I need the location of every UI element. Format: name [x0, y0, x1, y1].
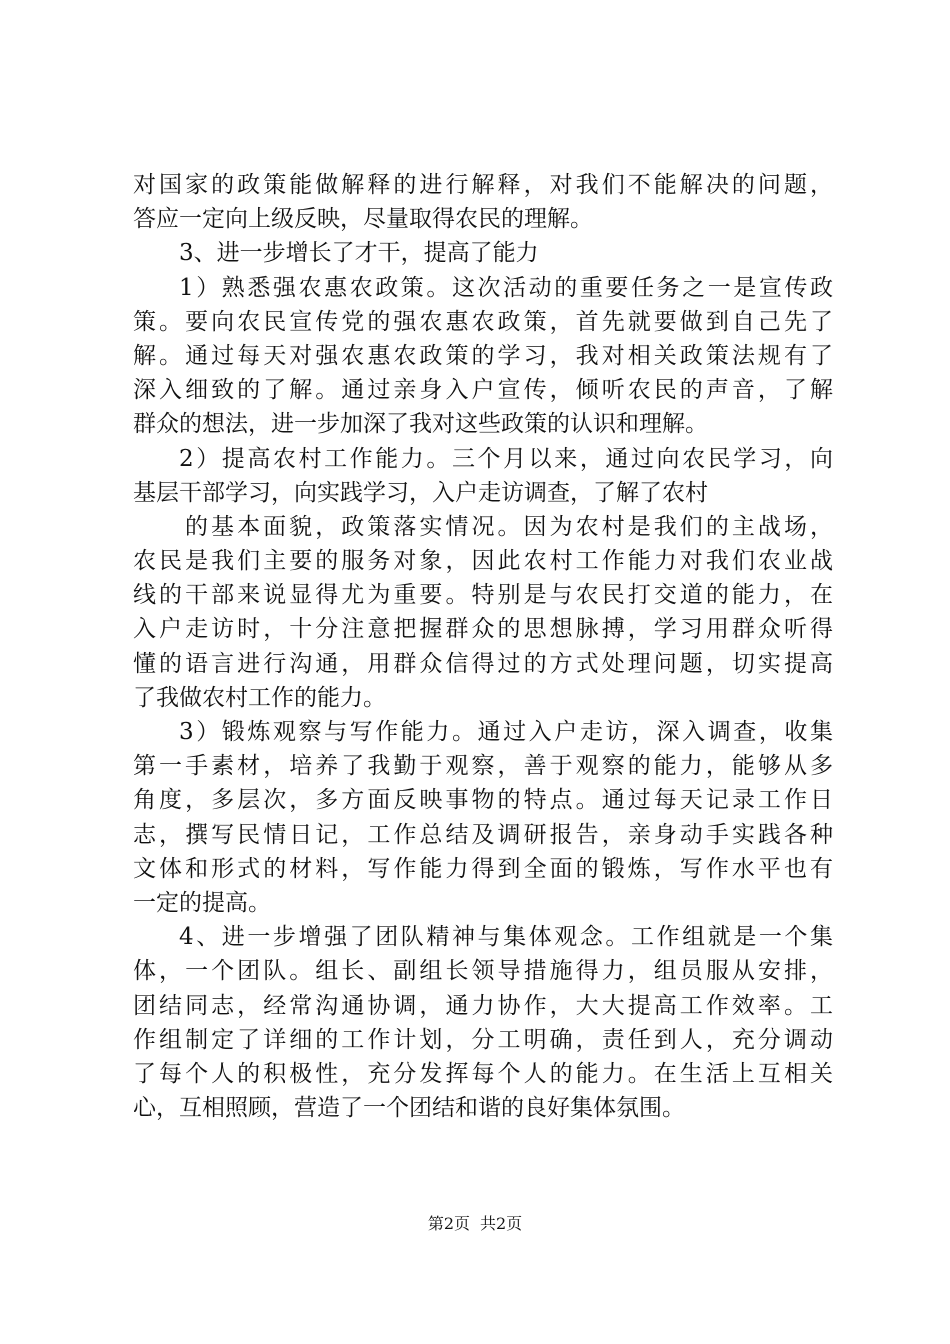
text-line: 入户走访时，十分注意把握群众的思想脉搏，学习用群众听得: [133, 616, 833, 643]
text-line: 答应一定向上级反映，尽量取得农民的理解。: [133, 206, 593, 233]
document-body: [133, 168, 833, 1125]
text-line: 对国家的政策能做解释的进行解释，对我们不能解决的问题，: [133, 172, 833, 198]
text-line: 心，互相照顾，营造了一个团结和谐的良好集体氛围。: [133, 1095, 685, 1122]
text-line: 群众的想法，进一步加深了我对这些政策的认识和理解。: [133, 411, 708, 438]
page-footer: [0, 1214, 950, 1234]
text-line: 了每个人的积极性，充分发挥每个人的能力。在生活上互相关: [133, 1060, 833, 1087]
text-line: 4、进一步增强了团队精神与集体观念。工作组就是一个集: [179, 924, 833, 951]
text-line: 线的干部来说显得尤为重要。特别是与农民打交道的能力，在: [133, 582, 833, 609]
text-line: 体，一个团队。组长、副组长领导措施得力，组员服从安排，: [133, 958, 833, 985]
page-number: 第2页: [427, 1214, 470, 1233]
text-line: 第一手素材，培养了我勤于观察，善于观察的能力，能够从多: [133, 753, 833, 780]
text-line: 作组制定了详细的工作计划，分工明确，责任到人，充分调动: [133, 1026, 833, 1053]
text-line: 懂的语言进行沟通，用群众信得过的方式处理问题，切实提高: [133, 650, 833, 677]
text-line: 深入细致的了解。通过亲身入户宣传，倾听农民的声音，了解: [133, 377, 833, 404]
text-line: 角度，多层次，多方面反映事物的特点。通过每天记录工作日: [133, 787, 833, 814]
text-line: 志，撰写民情日记，工作总结及调研报告，亲身动手实践各种: [133, 821, 833, 848]
section-heading: 3、进一步增长了才干，提高了能力: [179, 240, 539, 267]
text-line: 3）锻炼观察与写作能力。通过入户走访，深入调查，收集: [179, 719, 833, 745]
page-total: 共2页: [480, 1214, 523, 1233]
text-line: 2）提高农村工作能力。三个月以来，通过向农民学习，向: [179, 445, 833, 472]
text-line: 团结同志，经常沟通协调，通力协作，大大提高工作效率。工: [133, 992, 833, 1019]
text-line: 了我做农村工作的能力。: [133, 684, 386, 711]
text-line: 的基本面貌，政策落实情况。因为农村是我们的主战场，: [185, 513, 833, 540]
text-line: 一定的提高。: [133, 889, 271, 916]
text-line: 策。要向农民宣传党的强农惠农政策，首先就要做到自己先了: [133, 308, 833, 335]
text-line: 基层干部学习，向实践学习，入户走访调查，了解了农村: [133, 479, 708, 506]
text-line: 文体和形式的材料，写作能力得到全面的锻炼，写作水平也有: [133, 855, 833, 882]
text-line: 解。通过每天对强农惠农政策的学习，我对相关政策法规有了: [133, 342, 833, 369]
text-line: 农民是我们主要的服务对象，因此农村工作能力对我们农业战: [133, 548, 833, 575]
text-line: 1）熟悉强农惠农政策。这次活动的重要任务之一是宣传政: [179, 274, 833, 301]
